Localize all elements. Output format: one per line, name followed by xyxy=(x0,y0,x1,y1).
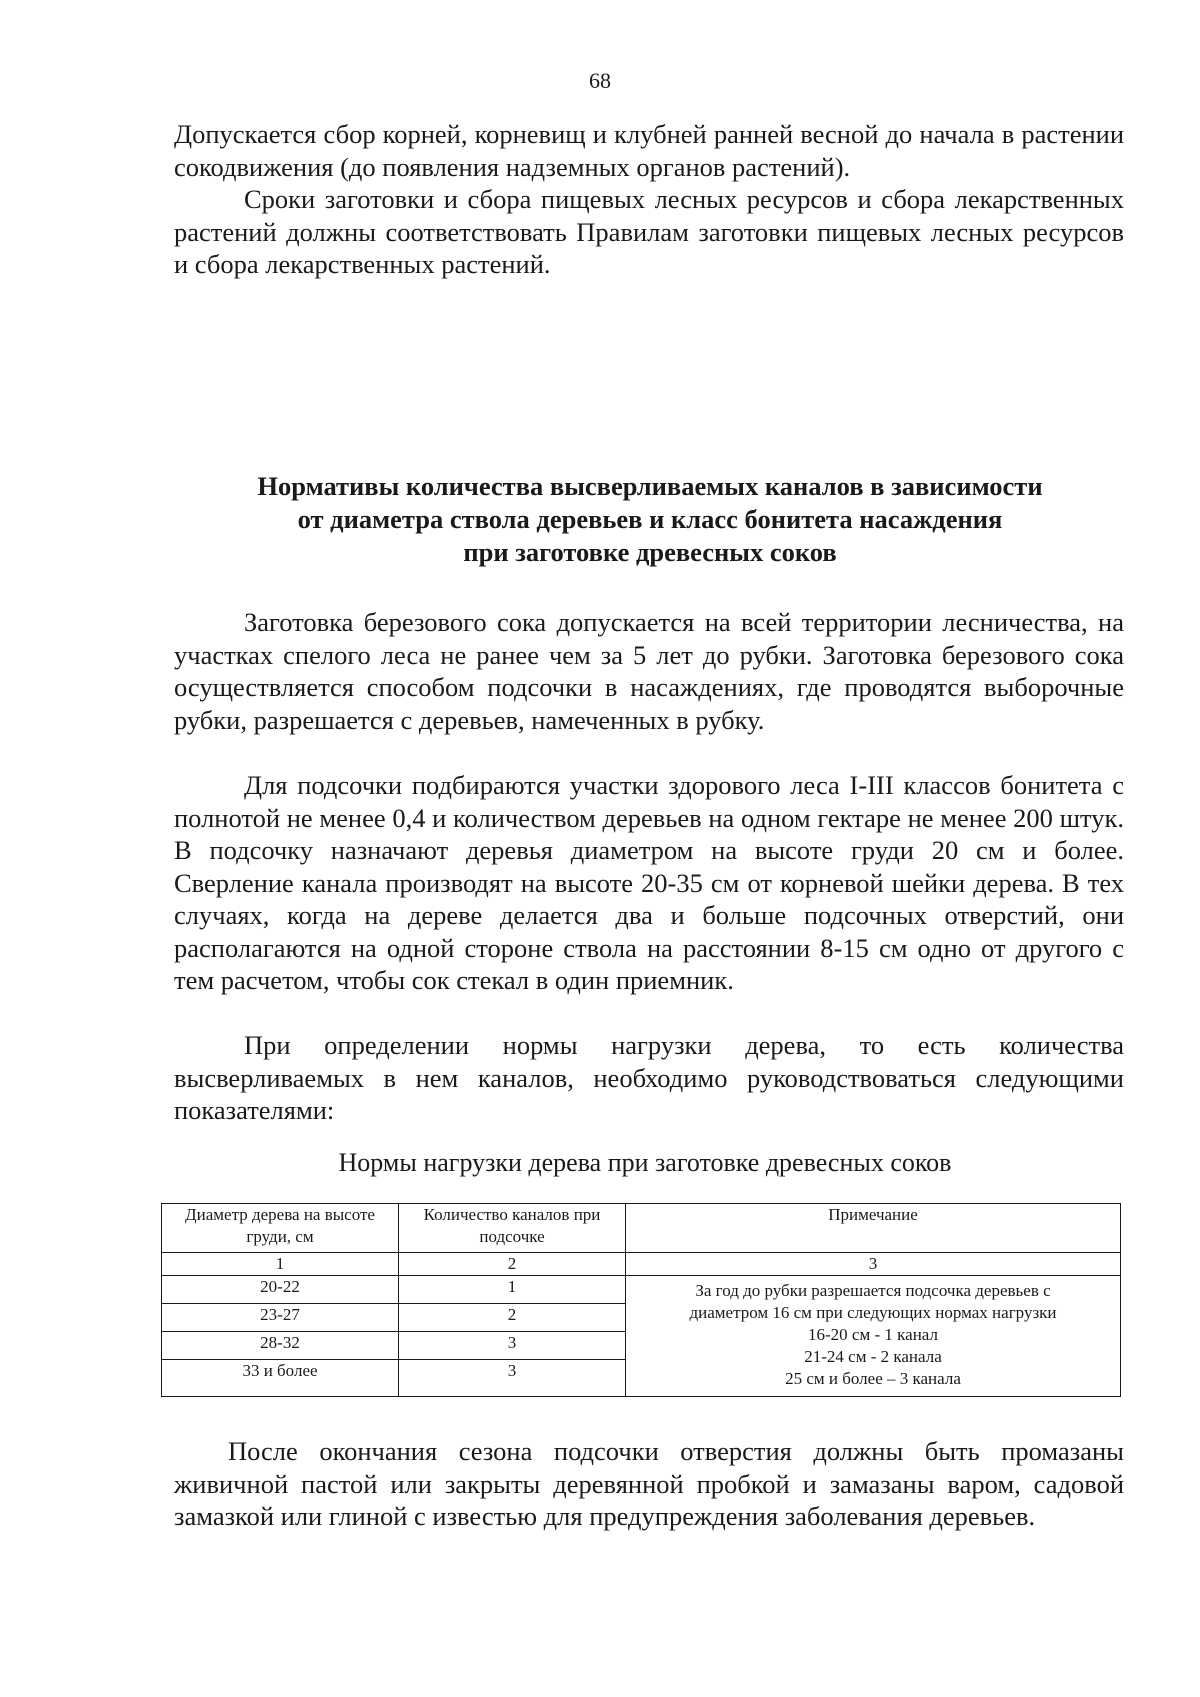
cell-diameter: 28-32 xyxy=(162,1332,399,1360)
column-number-2: 2 xyxy=(399,1253,626,1276)
intro-paragraph-1: Допускается сбор корней, корневищ и клубней ранней весной до начала в растении сокодвижения (до появления надземных органов растений). xyxy=(174,119,1124,182)
note-line-4: 21-24 см - 2 канала xyxy=(804,1347,942,1366)
norms-table xyxy=(161,1203,1121,1397)
note-line-1: За год до рубки разрешается подсочка деревьев с xyxy=(695,1281,1051,1300)
header-note: Примечание xyxy=(626,1204,1121,1253)
page-number: 68 xyxy=(589,68,611,93)
cell-diameter: 33 и более xyxy=(162,1360,399,1397)
cell-diameter: 23-27 xyxy=(162,1304,399,1332)
column-number-3: 3 xyxy=(626,1253,1121,1276)
closing-paragraph: После окончания сезона подсочки отверстия должны быть промазаны живичной пастой или закрыты деревянной пробкой и замазаны варом, садовой замазкой или глиной с известью для предупреждения заболевания деревьев. xyxy=(174,1436,1124,1531)
section-title-line-2: от диаметра ствола деревьев и класс бонитета насаждения xyxy=(297,504,1003,534)
table-column-number-row xyxy=(162,1253,1121,1276)
section-title xyxy=(150,470,1150,569)
cell-channels: 2 xyxy=(399,1304,626,1332)
note-line-2: диаметром 16 см при следующих нормах нагрузки xyxy=(689,1303,1057,1322)
cell-note xyxy=(626,1276,1121,1397)
table-caption: Нормы нагрузки дерева при заготовке древесных соков xyxy=(338,1148,952,1177)
section-paragraph-3: При определении нормы нагрузки дерева, то есть количества высверливаемых в нем каналов, необходимо руководствоваться следующими показателями: xyxy=(174,1030,1124,1125)
note-line-3: 16-20 см - 1 канал xyxy=(808,1325,938,1344)
note-line-5: 25 см и более – 3 канала xyxy=(785,1369,961,1388)
cell-channels: 3 xyxy=(399,1332,626,1360)
header-channels: Количество каналов при подсочке xyxy=(399,1204,626,1253)
section-paragraph-2: Для подсочки подбираются участки здорового леса I-III классов бонитета с полнотой не менее 0,4 и количеством деревьев на одном гектаре не менее 200 штук. В подсочку назначают деревья диаметром на высоте груди 20 см и более. Сверление канала производят на высоте 20-35 см от корневой шейки дерева. В тех случаях, когда на дереве делается два и больше подсочных отверстий, они располагаются на одной стороне ствола на расстоянии 8-15 см одно от другого с тем расчетом, чтобы сок стекал в один приемник. xyxy=(174,770,1124,995)
cell-channels: 1 xyxy=(399,1276,626,1304)
table-row xyxy=(162,1276,1121,1304)
cell-channels: 3 xyxy=(399,1360,626,1397)
column-number-1: 1 xyxy=(162,1253,399,1276)
section-paragraph-1: Заготовка березового сока допускается на всей территории лесничества, на участках спелого леса не ранее чем за 5 лет до рубки. Заготовка березового сока осуществляется способом подсочки в насаждениях, где проводятся выборочные рубки, разрешается с деревьев, намеченных в рубку. xyxy=(174,607,1124,735)
section-title-line-3: при заготовке древесных соков xyxy=(463,537,837,567)
cell-diameter: 20-22 xyxy=(162,1276,399,1304)
table-header-row xyxy=(162,1204,1121,1253)
header-diameter: Диаметр дерева на высоте груди, см xyxy=(162,1204,399,1253)
section-title-line-1: Нормативы количества высверливаемых каналов в зависимости xyxy=(257,471,1043,501)
intro-paragraph-2: Сроки заготовки и сбора пищевых лесных ресурсов и сбора лекарственных растений должны соответствовать Правилам заготовки пищевых лесных ресурсов и сбора лекарственных растений. xyxy=(174,184,1124,279)
